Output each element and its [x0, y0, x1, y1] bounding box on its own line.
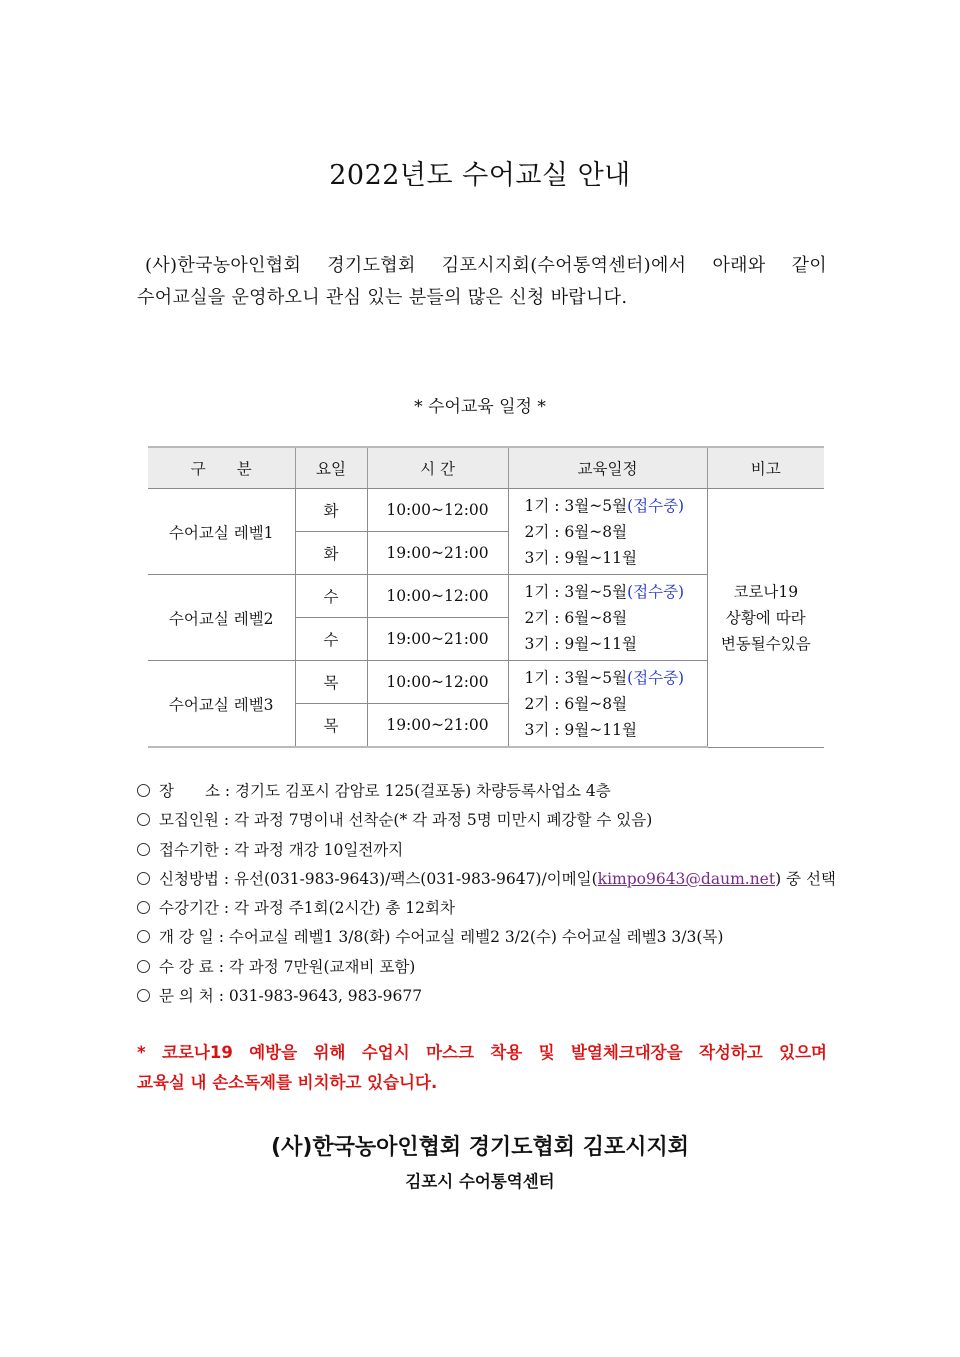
page-title: 2022년도 수어교실 안내	[329, 160, 631, 191]
info-start-date	[137, 923, 837, 952]
header-schedule: 교육일정	[508, 447, 707, 489]
time-cell: 19:00~21:00	[367, 532, 508, 575]
info-label: 모집인원	[159, 811, 219, 830]
course-name: 수어교실 레벨1	[148, 489, 295, 575]
info-value: : 수어교실 레벨1 3/8(화) 수어교실 레벨2 3/2(수) 수어교실 레벨3 3/3(목)	[218, 928, 724, 947]
info-fee	[137, 953, 837, 982]
day-cell: 수	[295, 575, 367, 618]
info-value: : 경기도 김포시 감암로 125(걸포동) 차량등록사업소 4층	[224, 782, 611, 800]
day-cell: 목	[295, 704, 367, 748]
info-duration	[137, 894, 837, 923]
schedule-table	[148, 446, 824, 748]
notice-line-1: * 코로나19 예방을 위해 수업시 마스크 착용 및 발열체크대장을 작성하고 있으며	[137, 1043, 827, 1062]
time-cell: 10:00~12:00	[367, 575, 508, 618]
term-3: 3기 : 9월~11월	[524, 720, 637, 739]
info-value: : 031-983-9643, 983-9677	[218, 987, 423, 1006]
term-1: 1기 : 3월~5월	[524, 496, 628, 515]
term-1: 1기 : 3월~5월	[524, 668, 628, 687]
covid-notice	[137, 1038, 827, 1098]
intro-paragraph	[137, 250, 827, 314]
term-3: 3기 : 9월~11월	[524, 548, 637, 567]
info-value: : 각 과정 7명이내 선착순(* 각 과정 5명 미만시 폐강할 수 있음)	[223, 811, 653, 830]
terms-cell	[508, 575, 707, 661]
info-label: 접수기한	[159, 840, 219, 859]
time-cell: 19:00~21:00	[367, 618, 508, 661]
term-3: 3기 : 9월~11월	[524, 634, 637, 653]
status-badge: (접수중)	[627, 496, 685, 515]
center-name: 김포시 수어통역센터	[405, 1172, 555, 1191]
terms-cell	[508, 661, 707, 748]
intro-line-1: (사)한국농아인협회 경기도협회 김포시지회(수어통역센터)에서 아래와 같이	[145, 255, 827, 276]
intro-line-2: 수어교실을 운영하오니 관심 있는 분들의 많은 신청 바랍니다.	[137, 287, 628, 308]
header-day: 요일	[295, 447, 367, 489]
info-label: 수 강 료	[159, 957, 214, 976]
circle-bullet-icon	[137, 843, 150, 856]
day-cell: 화	[295, 489, 367, 532]
circle-bullet-icon	[137, 930, 150, 943]
info-value: : 각 과정 주1회(2시간) 총 12회차	[223, 899, 455, 918]
day-cell: 수	[295, 618, 367, 661]
time-cell: 10:00~12:00	[367, 661, 508, 704]
info-location	[137, 777, 837, 806]
info-capacity	[137, 806, 837, 835]
table-row	[148, 489, 824, 532]
info-label: 문 의 처	[159, 987, 214, 1006]
info-label: 장 소	[159, 782, 220, 800]
info-label: 신청방법	[159, 869, 219, 888]
schedule-heading: * 수어교육 일정 *	[414, 397, 546, 417]
day-cell: 목	[295, 661, 367, 704]
header-time: 시 간	[367, 447, 508, 489]
time-cell: 19:00~21:00	[367, 704, 508, 748]
info-list	[137, 777, 837, 1011]
organization-name: (사)한국농아인협회 경기도협회 김포시지회	[271, 1135, 689, 1160]
info-application	[137, 865, 837, 894]
remark-line: 변동될수있음	[720, 634, 811, 653]
circle-bullet-icon	[137, 813, 150, 826]
header-category: 구 분	[148, 447, 295, 489]
header-note: 비고	[707, 447, 824, 489]
terms-cell	[508, 489, 707, 575]
remarks-cell	[707, 489, 824, 748]
info-contact	[137, 982, 837, 1011]
table-header-row	[148, 447, 824, 489]
status-badge: (접수중)	[627, 668, 685, 687]
term-1: 1기 : 3월~5월	[524, 582, 628, 601]
info-value: : 각 과정 개강 10일전까지	[223, 840, 404, 859]
circle-bullet-icon	[137, 784, 150, 797]
info-label: 수강기간	[159, 899, 219, 918]
course-name: 수어교실 레벨2	[148, 575, 295, 661]
email-link[interactable]: kimpo9643@daum.net	[597, 869, 776, 888]
info-label: 개 강 일	[159, 928, 214, 947]
circle-bullet-icon	[137, 989, 150, 1002]
day-cell: 화	[295, 532, 367, 575]
info-value: ) 중 선택	[775, 869, 836, 888]
status-badge: (접수중)	[627, 582, 685, 601]
term-2: 2기 : 6월~8월	[524, 694, 628, 713]
time-cell: 10:00~12:00	[367, 489, 508, 532]
info-deadline	[137, 836, 837, 865]
circle-bullet-icon	[137, 872, 150, 885]
notice-line-2: 교육실 내 손소독제를 비치하고 있습니다.	[137, 1073, 438, 1092]
circle-bullet-icon	[137, 901, 150, 914]
circle-bullet-icon	[137, 960, 150, 973]
course-name: 수어교실 레벨3	[148, 661, 295, 748]
info-value: : 각 과정 7만원(교재비 포함)	[218, 957, 416, 976]
term-2: 2기 : 6월~8월	[524, 608, 628, 627]
remark-line: 상황에 따라	[725, 608, 806, 627]
info-value: : 유선(031-983-9643)/팩스(031-983-9647)/이메일(	[223, 869, 598, 888]
remark-line: 코로나19	[733, 582, 799, 601]
term-2: 2기 : 6월~8월	[524, 522, 628, 541]
